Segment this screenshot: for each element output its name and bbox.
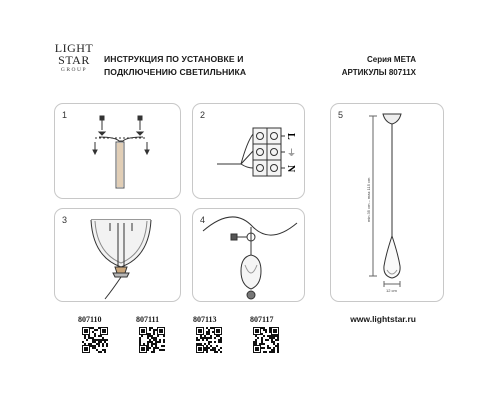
canopy-illustration xyxy=(55,209,182,303)
logo-line-1: LIGHT xyxy=(54,41,94,55)
article-code: 807110 xyxy=(78,315,102,324)
series-info xyxy=(342,53,416,79)
article-code: 807111 xyxy=(136,315,160,324)
logo-line-2: STAR xyxy=(58,53,90,67)
step-1-panel xyxy=(54,103,181,199)
title-line-1: ИНСТРУКЦИЯ ПО УСТАНОВКЕ И xyxy=(104,54,244,64)
step-number: 5 xyxy=(338,110,344,120)
step-2-panel xyxy=(192,103,305,199)
qr-code-icon xyxy=(82,327,108,353)
terminal-label-neutral: N xyxy=(285,165,296,173)
title-line-2: ПОДКЛЮЧЕНИЮ СВЕТИЛЬНИКА xyxy=(104,67,247,77)
terminal-label-ground: ⏚ xyxy=(287,149,297,159)
dimensions-illustration xyxy=(331,104,445,303)
qr-code-icon xyxy=(253,327,279,353)
brand-logo xyxy=(52,42,96,74)
ceiling-mount-illustration xyxy=(55,104,182,200)
step-number: 2 xyxy=(200,110,206,120)
step-5-panel xyxy=(330,103,444,302)
step-3-panel xyxy=(54,208,181,302)
article-code: 807113 xyxy=(193,315,217,324)
article-range: АРТИКУЛЫ 80711X xyxy=(341,68,416,77)
qr-code-icon xyxy=(196,327,222,353)
step-number: 3 xyxy=(62,215,68,225)
height-dimension-label: min 35 cm – max 115 cm xyxy=(366,177,371,222)
step-number: 4 xyxy=(200,215,206,225)
terminal-label-live: L xyxy=(285,133,296,140)
cable-adjust-illustration xyxy=(193,209,306,303)
logo-line-3: GROUP xyxy=(60,67,88,73)
article-code: 807117 xyxy=(250,315,274,324)
terminal-block-illustration xyxy=(193,104,306,200)
width-dimension-label: 12 cm xyxy=(386,288,397,293)
series-name: Серия META xyxy=(367,55,416,64)
document-title xyxy=(104,53,246,79)
step-4-panel xyxy=(192,208,305,302)
website-link[interactable]: www.lightstar.ru xyxy=(350,314,416,324)
step-number: 1 xyxy=(62,110,68,120)
qr-code-icon xyxy=(139,327,165,353)
